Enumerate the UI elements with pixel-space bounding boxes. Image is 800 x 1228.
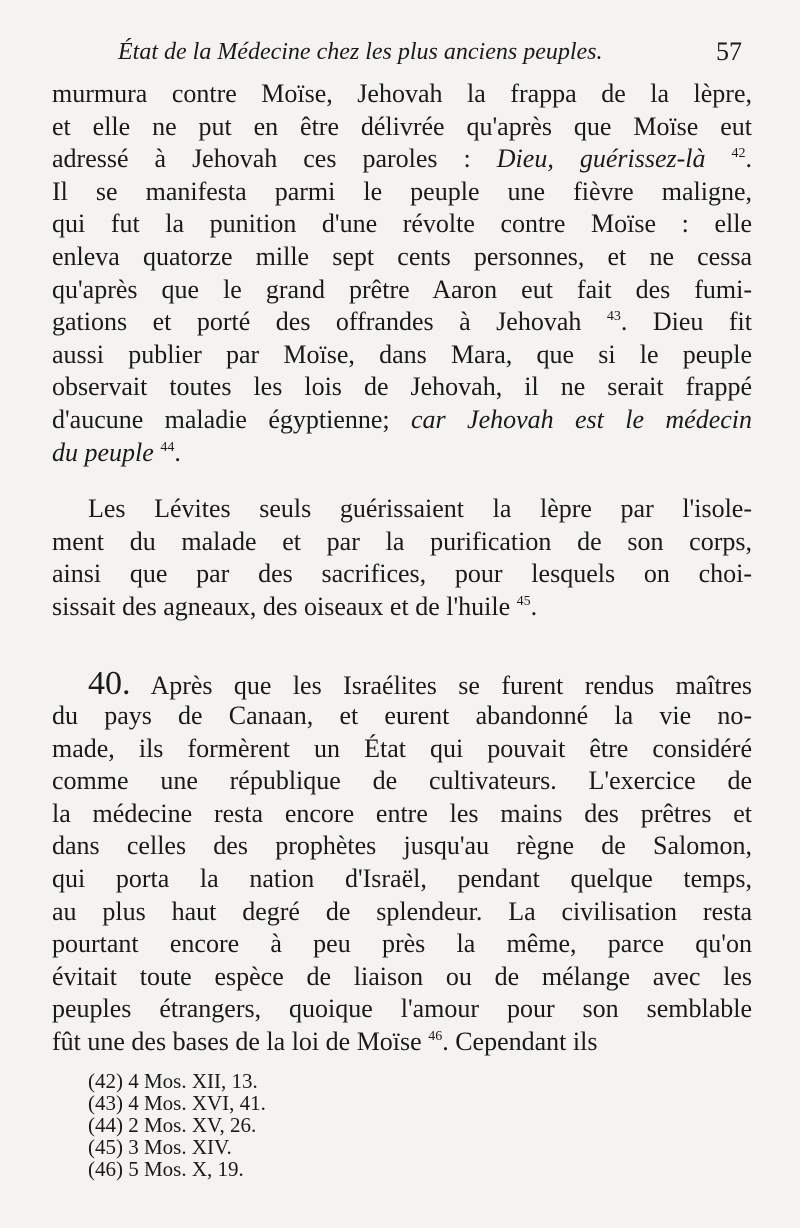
footnotes: [88, 1070, 488, 1180]
page-number: 57: [716, 37, 742, 66]
footnote-ref[interactable]: 43: [606, 309, 621, 325]
text-line: peuples étrangers, quoique l'amour pour son semblable: [52, 994, 752, 1024]
text-line: murmura contre Moïse, Jehovah la frappa de la lèpre,: [52, 79, 752, 108]
footnote: (46) 5 Mos. X, 19.: [88, 1157, 244, 1181]
footnote: (44) 2 Mos. XV, 26.: [88, 1113, 257, 1137]
italic-text: Dieu, guérissez-là: [496, 144, 706, 174]
italic-text: car Jehovah est le médecin: [411, 404, 753, 434]
text-line: adressé à Jehovah ces paroles : Dieu, guérissez-là $^{42}$.: [52, 144, 752, 174]
text-line: 40. Après que les Israélites se furent rendus maîtres: [88, 664, 752, 702]
text-line: Les Lévites seuls guérissaient la lèpre par l'isole-: [88, 494, 752, 524]
paragraph-2: [52, 493, 752, 623]
text-line: d'aucune maladie égyptienne; car Jehovah est le médecin: [52, 404, 753, 434]
text-line: fût une des bases de la loi de Moïse $^{46}$. Cependant ils: [52, 1027, 598, 1057]
footnote-ref[interactable]: 42: [731, 146, 746, 162]
footnote-ref[interactable]: 46: [428, 1029, 443, 1045]
text-line: observait toutes les lois de Jehovah, il ne serait frappé: [52, 372, 752, 402]
text-line: et elle ne put en être délivrée qu'après que Moïse eut: [52, 111, 752, 141]
text-line: aussi publier par Moïse, dans Mara, que si le peuple: [52, 339, 752, 369]
paragraph-3: [52, 664, 752, 1059]
text-line: Il se manifesta parmi le peuple une fièvre maligne,: [52, 176, 752, 206]
text-line: la médecine resta encore entre les mains des prêtres et: [52, 798, 752, 828]
main-text: [52, 78, 752, 1059]
text-line: ainsi que par des sacrifices, pour lesquels on choi-: [52, 559, 752, 589]
text-line: enleva quatorze mille sept cents personnes, et ne cessa: [52, 241, 752, 271]
footnote: (45) 3 Mos. XIV.: [88, 1135, 232, 1159]
text-line: qu'après que le grand prêtre Aaron eut fait des fumi-: [52, 274, 752, 304]
text-line: qui fut la punition d'une révolte contre Moïse : elle: [52, 209, 752, 239]
text-line: évitait toute espèce de liaison ou de mélange avec les: [52, 961, 752, 991]
italic-text: du peuple: [52, 437, 154, 467]
text-line: pourtant encore à peu près la même, parce qu'on: [52, 929, 752, 959]
text-line: du peuple $^{44}$.: [52, 437, 181, 467]
footnote: (43) 4 Mos. XVI, 41.: [88, 1091, 266, 1115]
text-line: made, ils formèrent un État qui pouvait être considéré: [52, 733, 752, 763]
paragraph-1: [52, 78, 752, 469]
text-line: du pays de Canaan, et eurent abandonné la vie no-: [52, 701, 752, 731]
running-header: [118, 34, 742, 70]
footnote-ref[interactable]: 45: [516, 593, 531, 609]
text-line: qui porta la nation d'Israël, pendant quelque temps,: [52, 864, 752, 894]
text-line: comme une république de cultivateurs. L'exercice de: [52, 766, 752, 796]
section-number: 40.: [88, 664, 131, 702]
footnote-ref[interactable]: 44: [160, 439, 175, 455]
running-title: État de la Médecine chez les plus anciens peuples.: [118, 39, 603, 65]
text-line: dans celles des prophètes jusqu'au règne de Salomon,: [52, 831, 752, 861]
text-line: au plus haut degré de splendeur. La civilisation resta: [52, 896, 752, 926]
text-line: gations et porté des offrandes à Jehovah $^{43}$. Dieu fit: [52, 307, 752, 337]
footnote: (42) 4 Mos. XII, 13.: [88, 1069, 258, 1093]
text-line: ment du malade et par la purification de son corps,: [52, 526, 752, 556]
text-line: sissait des agneaux, des oiseaux et de l'huile $^{45}$.: [52, 591, 538, 621]
